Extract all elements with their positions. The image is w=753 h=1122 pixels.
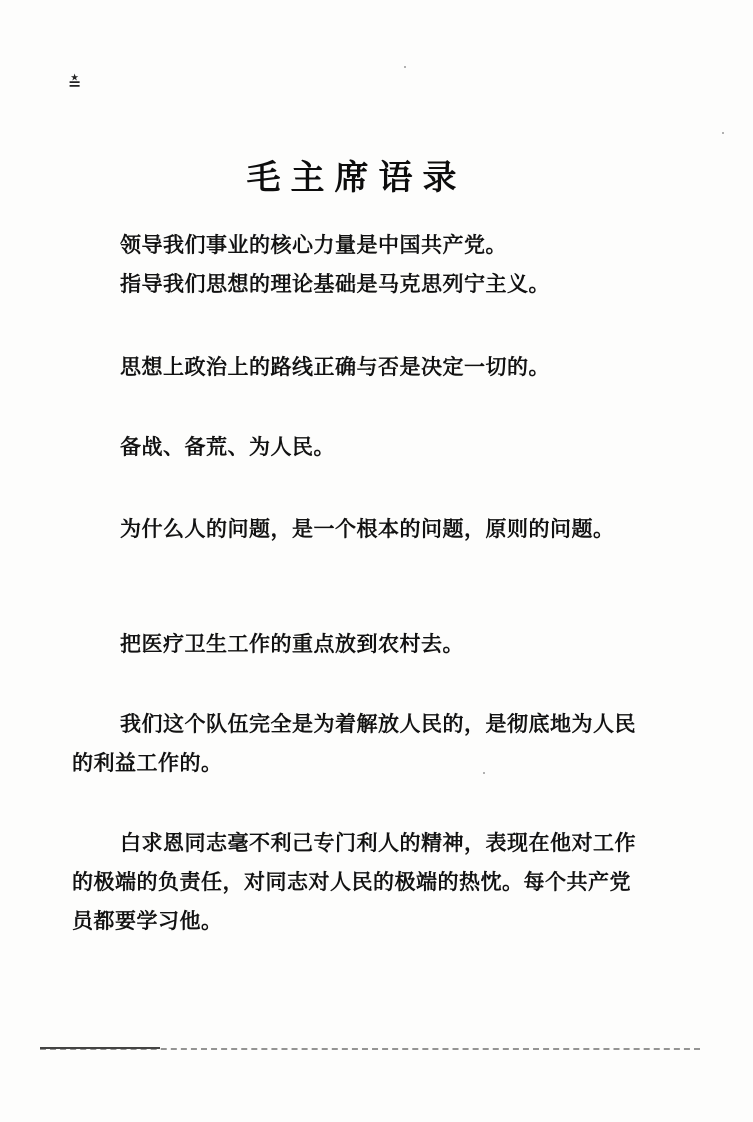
paper-speck (722, 132, 724, 134)
quote-3-line-1: 备战、备荒、为人民。 (120, 435, 335, 459)
quote-2 (72, 348, 642, 387)
footer-rule-solid (40, 1047, 160, 1049)
quote-5 (72, 625, 642, 664)
quote-4-line-1: 为什么人的问题，是一个根本的问题，原则的问题。 (120, 517, 615, 541)
quote-1 (72, 226, 642, 304)
page-title: 毛主席语录 (246, 158, 467, 198)
quote-7-line-1: 白求恩同志毫不利己专门利人的精神，表现在他对工作的极端的负责任，对同志对人民的极端的热忱。每个共产党员都要学习他。 (72, 831, 636, 933)
quote-6-line-1: 我们这个队伍完全是为着解放人民的，是彻底地为人民的利益工作的。 (72, 712, 636, 775)
paper-speck (404, 66, 406, 68)
quote-5-line-1: 把医疗卫生工作的重点放到农村去。 (120, 632, 464, 656)
quote-3 (72, 428, 642, 467)
quote-6 (72, 705, 642, 783)
quote-2-line-1: 思想上政治上的路线正确与否是决定一切的。 (120, 355, 550, 379)
quote-1-line-2: 指导我们思想的理论基础是马克思列宁主义。 (120, 272, 550, 296)
paper-speck (483, 772, 485, 774)
quote-7 (72, 824, 642, 941)
corner-mark: ≛ (68, 74, 82, 93)
quote-1-line-1: 领导我们事业的核心力量是中国共产党。 (120, 233, 507, 257)
quote-4 (72, 510, 642, 549)
